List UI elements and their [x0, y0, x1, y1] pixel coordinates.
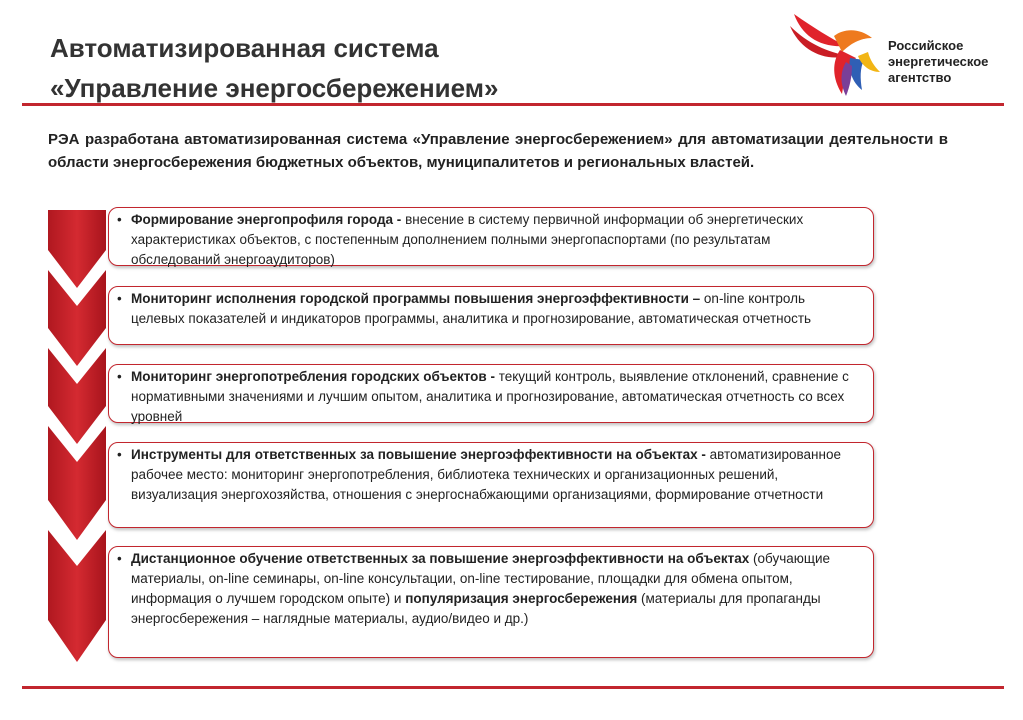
feature-heading: Инструменты для ответственных за повышение энергоэффективности на объектах - [131, 447, 706, 462]
feature-heading: Дистанционное обучение ответственных за повышение энергоэффективности на объектах [131, 551, 750, 566]
feature-box-remote-training [108, 546, 874, 658]
feature-box-consumption-monitoring [108, 364, 874, 423]
bottom-divider [22, 686, 1004, 689]
feature-text: автоматизированное рабочее место: мониторинг энергопотребления, библиотека технических и организационных решений, визуализация энергохозяйства, отношения с энергоснабжающими организациями, формирование отчетности [131, 447, 841, 502]
logo [780, 6, 1020, 102]
feature-heading: Мониторинг энергопотребления городских объектов - [131, 369, 495, 384]
bullet: • [117, 212, 122, 227]
logo-line-3: агентство [888, 70, 952, 85]
feature-text: (обучающие материалы, on-line семинары, on-line консультации, on-line тестирование, площадки для обмена опытом, информация о лучшем городском опыте) и [131, 551, 831, 606]
logo-line-1: Российское [888, 38, 964, 53]
intro-paragraph: РЭА разработана автоматизированная система «Управление энергосбережением» для автоматизации деятельности в области энергосбережения бюджетных объектов, муниципалитетов и региональных властей. [48, 131, 948, 171]
feature-heading: Формирование энергопрофиля города - [131, 212, 402, 227]
feature-box-program-monitoring [108, 286, 874, 345]
chevron-1 [48, 210, 106, 288]
feature-box-energy-profile [108, 207, 874, 266]
top-divider [22, 103, 1004, 106]
feature-box-tools [108, 442, 874, 528]
bullet: • [117, 447, 122, 462]
feature-text: текущий контроль, выявление отклонений, сравнение с нормативными значениями и лучшим опытом, аналитика и прогнозирование, автоматическая отчетность со всех уровней [131, 369, 849, 424]
logo-text [888, 38, 988, 86]
logo-line-2: энергетическое [888, 54, 989, 69]
feature-heading: Мониторинг исполнения городской программы повышения энергоэффективности – [131, 291, 701, 306]
feature-heading-2: популяризация энергосбережения [405, 591, 638, 606]
bullet: • [117, 551, 122, 566]
feature-text: внесение в систему первичной информации об энергетических характеристиках объектов, с постепенным дополнением полными энергопаспортами (по результатам обследований энергоаудиторов) [131, 212, 804, 267]
chevron-5 [48, 530, 106, 662]
feature-text-2: (материалы для пропаганды энергосбережения – наглядные материалы, аудио/видео и др.) [131, 591, 821, 626]
chevron-arrows [48, 210, 110, 670]
title-line-2: «Управление энергосбережением» [50, 73, 499, 103]
page-title [50, 28, 498, 108]
feature-text: on-line контроль целевых показателей и индикаторов программы, аналитика и прогнозирование, автоматическая отчетность [131, 291, 812, 326]
bullet: • [117, 291, 122, 306]
bullet: • [117, 369, 122, 384]
phoenix-bird-icon [780, 6, 890, 102]
title-line-1: Автоматизированная система [50, 33, 439, 63]
